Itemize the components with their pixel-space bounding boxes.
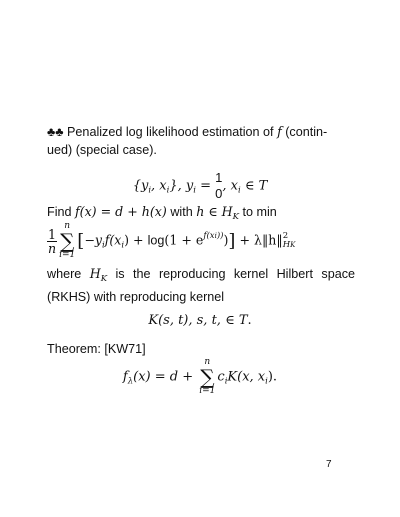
y-values: 1 0 — [215, 170, 223, 201]
find-line: Find f(x) = d + h(x) with h ∈ $H_K$ to min — [47, 204, 277, 222]
solution-equation: $f_\lambda(x) = d$ + n ∑ i=1 $c_iK(x$, $x_i$). — [122, 357, 278, 396]
data-equation: {$y_i$, $x_i$}, $y_i$ = 1 0 , $x_i$ ∈ T — [132, 170, 268, 201]
summation: n ∑ i=1 — [59, 221, 76, 260]
section-heading — [47, 123, 355, 159]
kernel-equation: K(s, t), s, t, ∈ T. — [148, 313, 252, 328]
club-bullet-icon: ♣♣ — [47, 125, 64, 139]
theorem-label: Theorem: [KW71] — [47, 342, 146, 356]
heading-text: Penalized log likelihood estimation of — [67, 125, 274, 139]
solution-summation: n ∑ i=1 — [199, 357, 216, 396]
objective-equation: $\frac{1}{n}$ n ∑ i=1 $[-y_if(x_i) + \log(1 + e^{f(xi))})]$ + λ‖h‖ 2 HK — [48, 221, 296, 260]
heading-text-cont: (contin- — [285, 125, 328, 139]
where-paragraph: where $H_K$ is the reproducing kernel Hilbert space (RKHS) with reproducing kernel — [47, 266, 356, 304]
heading-line2: ued) (special case). — [47, 143, 157, 157]
one-over-n: $\frac{1}{n}$ — [48, 226, 57, 256]
page-number: 7 — [326, 459, 332, 470]
fx-definition: f(x) = d + h(x) — [75, 204, 167, 219]
f-symbol: f — [277, 124, 282, 139]
